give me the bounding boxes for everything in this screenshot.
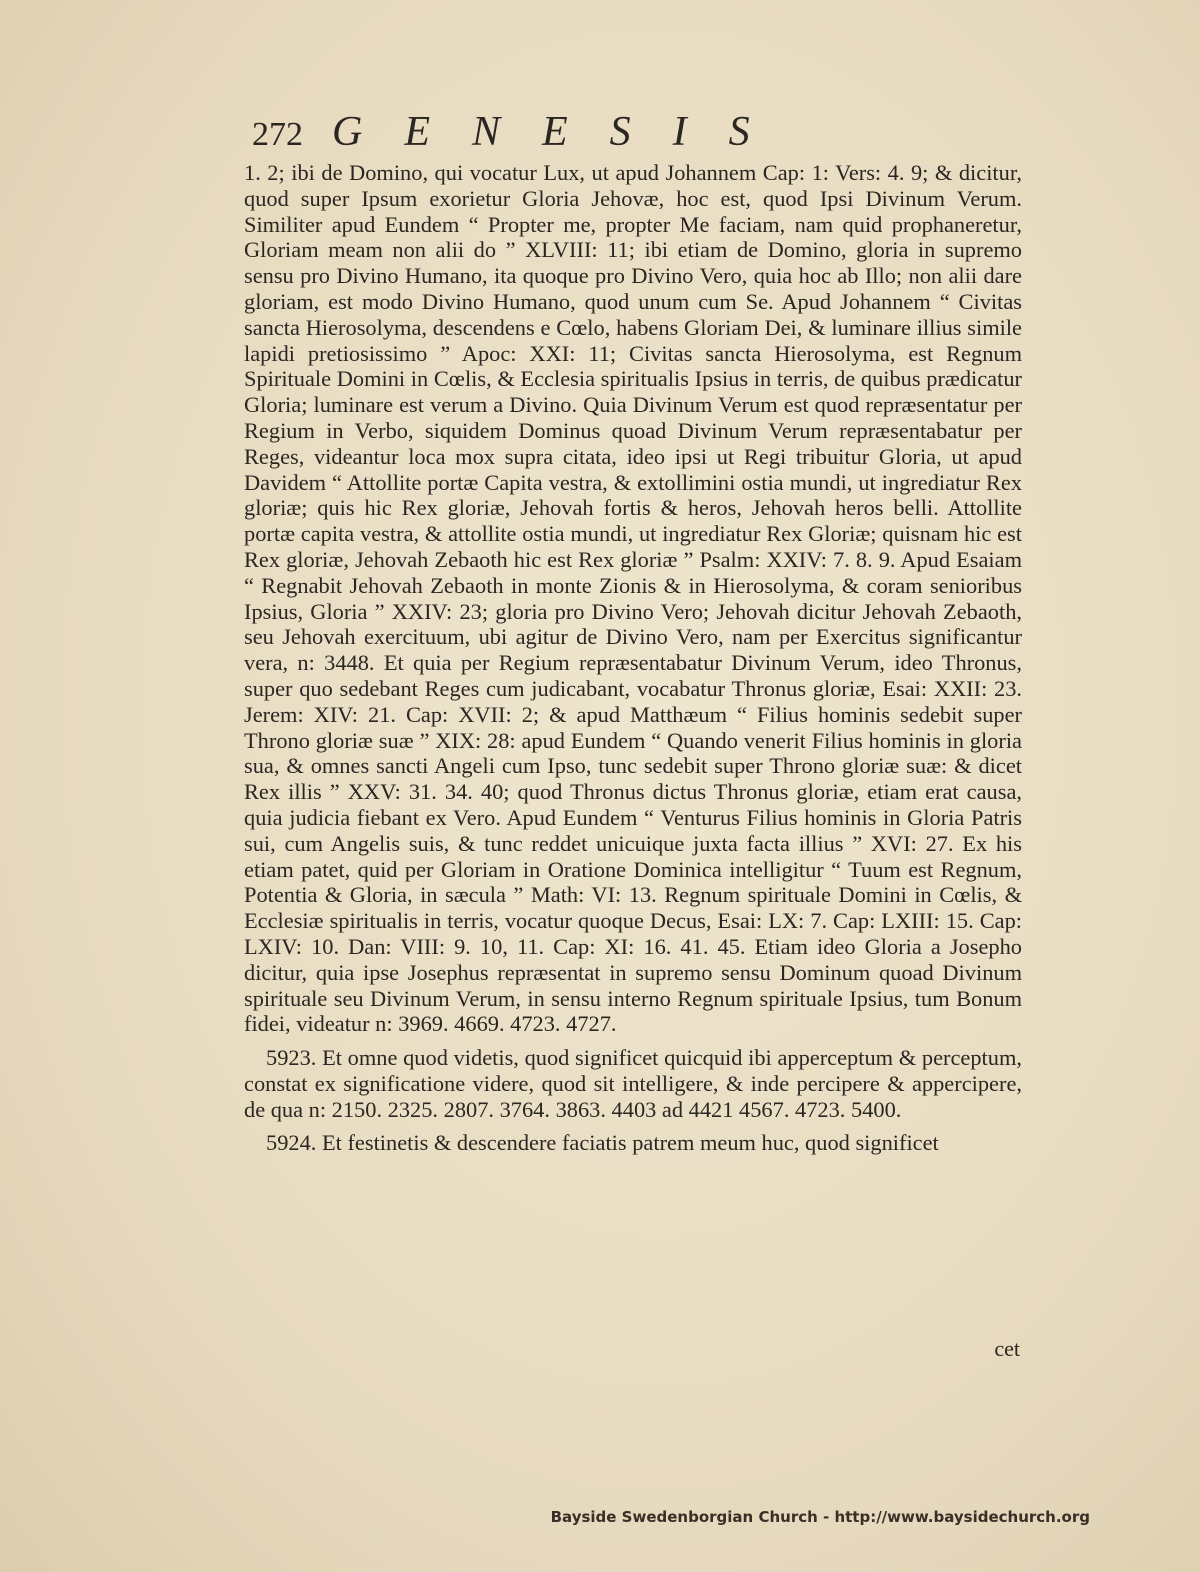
running-title: GENESIS: [332, 109, 792, 155]
footer-credit: Bayside Swedenborgian Church - http://www.baysidechurch.org: [550, 1508, 1090, 1526]
page-header: [252, 108, 1022, 154]
paragraph-5923: 5923. Et omne quod videtis, quod significet quicquid ibi apperceptum & perceptum, constat ex significatione videre, quod sit intelligere, & inde percipere & appercipere, de qua n: 2150. 2325. 2807. 3764. 3863. 4403 ad 4421 4567. 4723. 5400.: [244, 1045, 1022, 1122]
body-text: [244, 160, 1022, 1156]
catchword: cet: [994, 1336, 1020, 1361]
page-number: 272: [252, 116, 303, 153]
paragraph-continuation: 1. 2; ibi de Domino, qui vocatur Lux, ut apud Johannem Cap: 1: Vers: 4. 9; & dicitur, quod super Ipsum exorietur Gloria Jehovæ, hoc est, quod Ipsi Divinum Verum. Similiter apud Eundem “ Propter me, propter Me faciam, nam quid prophaneretur, Gloriam meam non alii do ” XLVIII: 11; ibi etiam de Domino, gloria in supremo sensu pro Divino Humano, ita quoque pro Divino Vero, quia hoc ab Illo; non alii dare gloriam, est modo Divino Humano, quod unum cum Se. Apud Johannem “ Civitas sancta Hierosolyma, descendens e Cœlo, habens Gloriam Dei, & luminare illius simile lapidi pretiosissimo ” Apoc: XXI: 11; Civitas sancta Hierosolyma, est Regnum Spirituale Domini in Cœlis, & Ecclesia spiritualis Ipsius in terris, de quibus prædicatur Gloria; luminare est verum a Divino. Quia Divinum Verum est quod repræsentatur per Regium in Verbo, siquidem Dominus quoad Divinum Verum repræsentabatur per Reges, videantur loca mox supra citata, ideo ipsi ut Regi tribuitur Gloria, ut apud Davidem “ Attollite portæ Capita vestra, & extollimini ostia mundi, ut ingrediatur Rex gloriæ; quis hic Rex gloriæ, Jehovah fortis & heros, Jehovah heros belli. Attollite portæ capita vestra, & attollite ostia mundi, ut ingrediatur Rex Gloriæ; quisnam hic est Rex gloriæ, Jehovah Zebaoth hic est Rex gloriæ ” Psalm: XXIV: 7. 8. 9. Apud Esaiam “ Regnabit Jehovah Zebaoth in monte Zionis & in Hierosolyma, & coram senioribus Ipsius, Gloria ” XXIV: 23; gloria pro Divino Vero; Jehovah dicitur Jehovah Zebaoth, seu Jehovah exercituum, ubi agitur de Divino Vero, nam per Exercitus significantur vera, n: 3448. Et quia per Regium repræsentabatur Divinum Verum, ideo Thronus, super quo sedebant Reges cum judicabant, vocabatur Thronus gloriæ, Esai: XXII: 23. Jerem: XIV: 21. Cap: XVII: 2; & apud Matthæum “ Filius hominis sedebit super Throno gloriæ suæ ” XIX: 28: apud Eundem “ Quando venerit Filius hominis in gloria sua, & omnes sancti Angeli cum Ipso, tunc sedebit super Throno gloriæ suæ: & dicet Rex illis ” XXV: 31. 34. 40; quod Thronus dictus Thronus gloriæ, etiam erat causa, quia judicia fiebant ex Vero. Apud Eundem “ Venturus Filius hominis in Gloria Patris sui, cum Angelis suis, & tunc reddet unicuique juxta facta illius ” XVI: 27. Ex his etiam patet, quid per Gloriam in Oratione Dominica intelligitur “ Tuum est Regnum, Potentia & Gloria, in sæcula ” Math: VI: 13. Regnum spirituale Domini in Cœlis, & Ecclesiæ spiritualis in terris, vocatur quoque Decus, Esai: LX: 7. Cap: LXIII: 15. Cap: LXIV: 10. Dan: VIII: 9. 10, 11. Cap: XI: 16. 41. 45. Etiam ideo Gloria a Josepho dicitur, quia ipse Josephus repræsentat in supremo sensu Dominum quoad Divinum spirituale seu Divinum Verum, in sensu interno Regnum spirituale Ipsius, tum Bonum fidei, videatur n: 3969. 4669. 4723. 4727.: [244, 160, 1022, 1037]
paragraph-5924: 5924. Et festinetis & descendere faciatis patrem meum huc, quod significet: [266, 1130, 939, 1156]
